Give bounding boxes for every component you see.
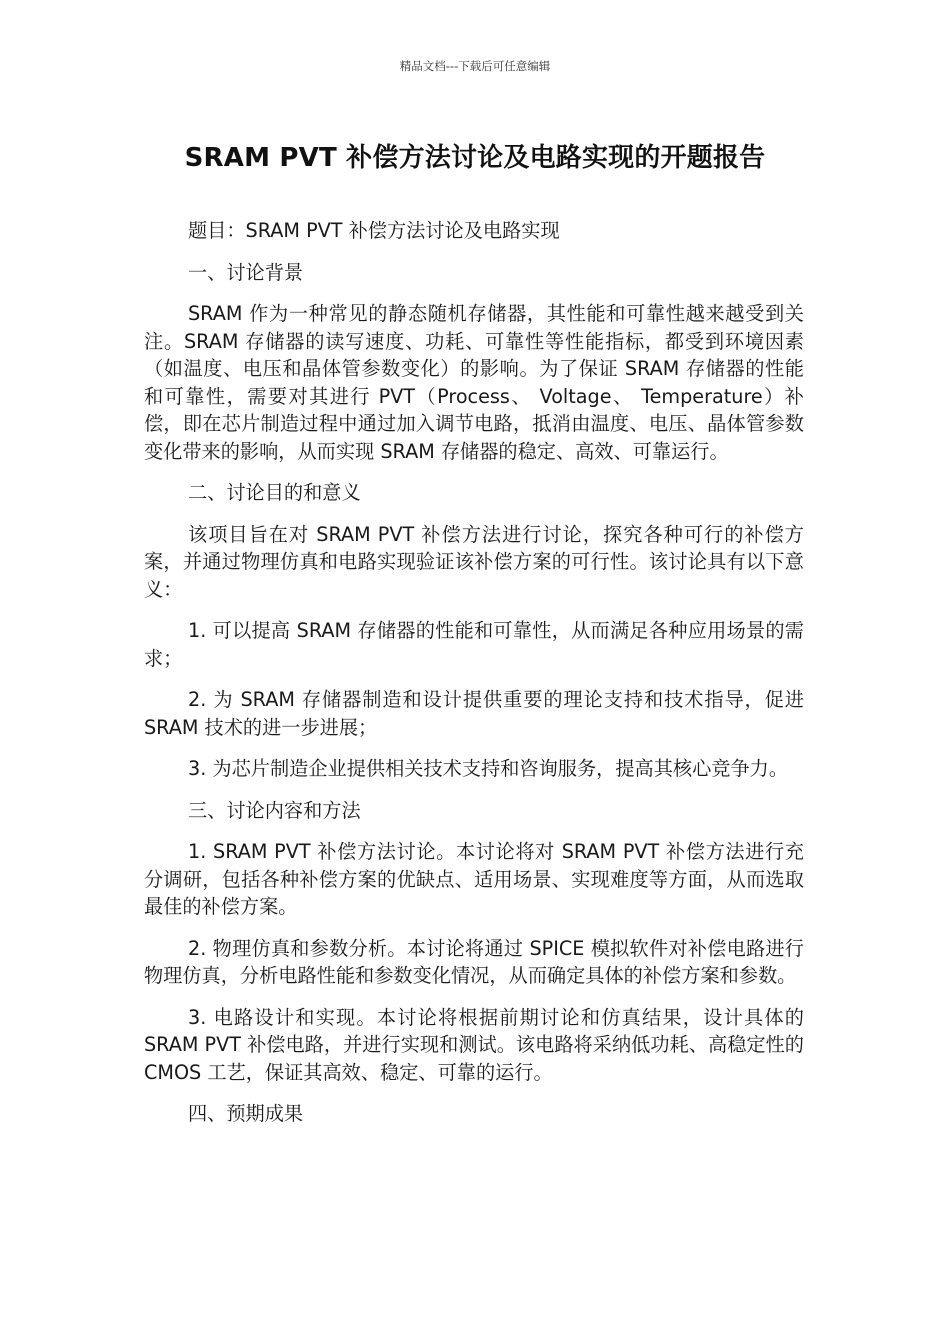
section-2-intro: 该项目旨在对 SRAM PVT 补偿方法进行讨论，探究各种可行的补偿方案，并通过物理仿真和电路实现验证该补偿方案的可行性。该讨论具有以下意义： <box>144 522 804 601</box>
document-title: SRAM PVT 补偿方法讨论及电路实现的开题报告 <box>184 143 766 173</box>
section-2-heading: 二、讨论目的和意义 <box>188 481 361 504</box>
page-header: 精品文档---下载后可任意编辑 <box>399 59 551 73</box>
section-3-item-1: 1. SRAM PVT 补偿方法讨论。本讨论将对 SRAM PVT 补偿方法进行充分调研，包括各种补偿方案的优缺点、适用场景、实现难度等方面，从而选取最佳的补偿方案。 <box>144 840 804 918</box>
document-body <box>144 217 804 1142</box>
section-2-item-2: 2. 为 SRAM 存储器制造和设计提供重要的理论支持和技术指导，促进 SRAM 技术的进一步进展； <box>144 688 804 739</box>
section-2-item-3: 3. 为芯片制造企业提供相关技术支持和咨询服务，提高其核心竞争力。 <box>188 757 789 780</box>
section-4-heading: 四、预期成果 <box>188 1102 304 1125</box>
section-3-item-2: 2. 物理仿真和参数分析。本讨论将通过 SPICE 模拟软件对补偿电路进行物理仿真，分析电路性能和参数变化情况，从而确定具体的补偿方案和参数。 <box>144 936 804 987</box>
topic-line: 题目：SRAM PVT 补偿方法讨论及电路实现 <box>188 219 560 242</box>
section-3-heading: 三、讨论内容和方法 <box>188 798 361 822</box>
section-2-item-1: 1. 可以提高 SRAM 存储器的性能和可靠性，从而满足各种应用场景的需求； <box>144 619 804 670</box>
section-1-paragraph: SRAM 作为一种常见的静态随机存储器，其性能和可靠性越来越受到关注。SRAM 存储器的读写速度、功耗、可靠性等性能指标，都受到环境因素（如温度、电压和晶体管参数变化）的影响。为了保证 SRAM 存储器的性能和可靠性，需要对其进行 PVT（Process、 Voltage、 Temperature）补偿，即在芯片制造过程中通过加入调节电路，抵消由温度、电压、晶体管参数变化带来的影响，从而实现 SRAM 存储器的稳定、高效、可靠运行。 <box>144 302 804 463</box>
section-3-item-3: 3. 电路设计和实现。本讨论将根据前期讨论和仿真结果，设计具体的 SRAM PVT 补偿电路，并进行实现和测试。该电路将采纳低功耗、高稳定性的 CMOS 工艺，保证其高效、稳定、可靠的运行。 <box>144 1005 804 1084</box>
section-1-heading: 一、讨论背景 <box>188 260 304 284</box>
